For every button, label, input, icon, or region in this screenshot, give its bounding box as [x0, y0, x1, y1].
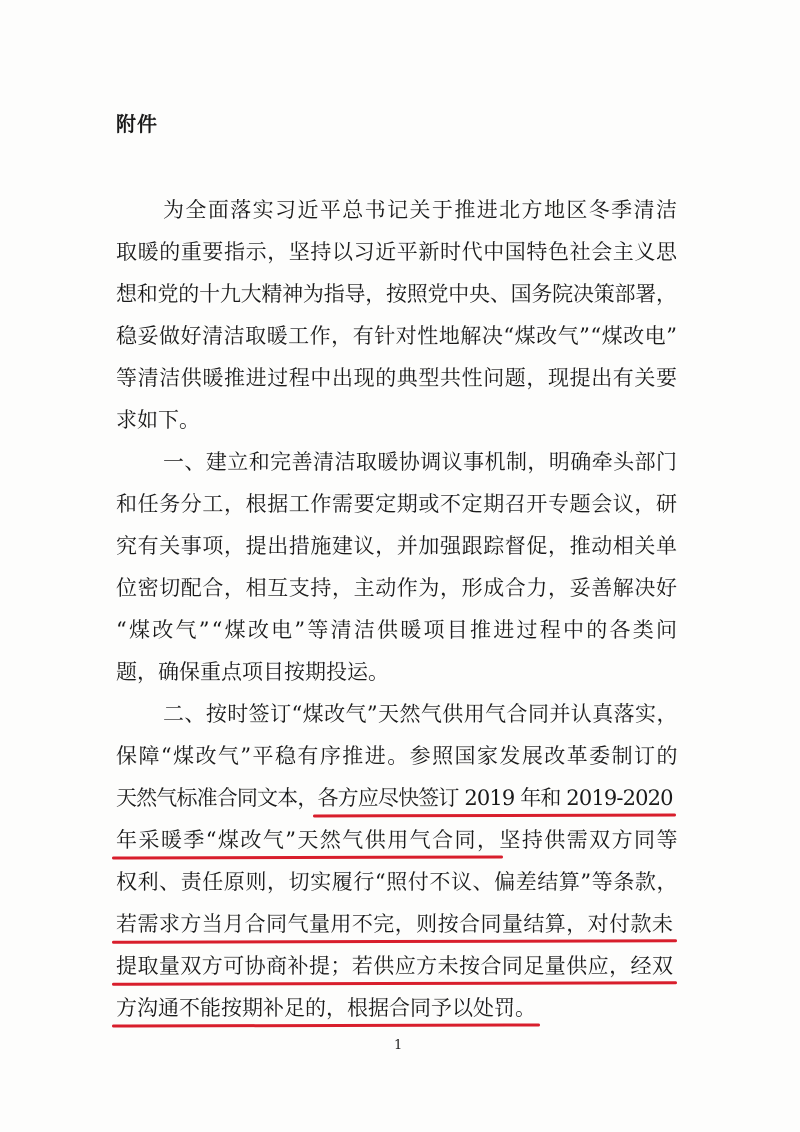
text-segment: 题，确保重点项目按期投运。	[116, 660, 389, 684]
text-segment: 稳妥做好清洁取暖工作，有针对性地解决“煤改气”“煤改电”	[116, 324, 678, 348]
text-segment: 为全面落实习近平总书记关于推进北方地区冬季清洁	[163, 198, 679, 222]
attachment-label: 附件	[116, 112, 158, 136]
text-line	[116, 400, 200, 440]
text-segment: 等清洁供暖推进过程中出现的典型共性问题，现提出有关要	[116, 366, 678, 390]
text-line	[116, 316, 677, 356]
text-segment: 究有关事项，提出措施建议，并加强跟踪督促，推动相关单	[116, 534, 678, 558]
text-segment: 位密切配合，相互支持，主动作为，形成合力，妥善解决好	[116, 576, 678, 600]
text-line	[116, 862, 678, 902]
text-line	[116, 610, 679, 650]
text-line	[116, 946, 673, 986]
text-line	[116, 988, 536, 1028]
underlined-text: 方沟通不能按期补足的，根据合同予以处罚。	[116, 996, 536, 1020]
text-segment: 保障“煤改气”平稳有序推进。参照国家发展改革委制订的	[116, 744, 679, 768]
text-segment: 一、建立和完善清洁取暖协调议事机制，明确牵头部门	[163, 450, 678, 474]
text-segment: 求如下。	[116, 408, 200, 432]
text-segment: 和任务分工，根据工作需要定期或不定期召开专题会议，研	[116, 492, 678, 516]
text-line	[163, 190, 678, 230]
underlined-text: 提取量双方可协商补提；若供应方未按合同足量供应，经双	[116, 954, 674, 978]
text-line	[116, 652, 389, 692]
text-line	[116, 232, 678, 272]
underlined-text: 各方应尽快签订 2019 年和 2019-2020	[317, 786, 673, 810]
text-line	[116, 736, 679, 776]
underlined-text: 年采暖季“煤改气”天然气供用气合同，	[116, 828, 500, 852]
text-segment: 二、按时签订“煤改气”天然气供用气合同并认真落实，	[163, 702, 678, 726]
text-segment: 天然气标准合同文本，	[116, 786, 318, 810]
text-line	[116, 568, 678, 608]
text-line	[163, 694, 678, 734]
text-segment: 权利、责任原则，切实履行“照付不议、偏差结算”等条款，	[116, 870, 679, 894]
text-line	[116, 904, 673, 944]
text-segment: “煤改气”“煤改电”等清洁供暖项目推进过程中的各类问	[116, 618, 680, 642]
text-segment: 取暖的重要指示，坚持以习近平新时代中国特色社会主义思	[116, 240, 678, 264]
page-number: 1	[394, 1038, 403, 1053]
text-line	[163, 442, 677, 482]
text-line	[116, 358, 678, 398]
text-line	[116, 484, 678, 524]
underlined-text: 若需求方当月合同气量用不完，则按合同量结算，对付款未	[116, 912, 674, 936]
text-segment: 想和党的十九大精神为指导，按照党中央、国务院决策部署，	[116, 282, 677, 306]
text-line	[116, 778, 673, 818]
text-line	[116, 526, 678, 566]
text-segment: 坚持供需双方同等	[499, 828, 679, 852]
text-line	[116, 274, 677, 314]
text-line	[116, 820, 679, 860]
